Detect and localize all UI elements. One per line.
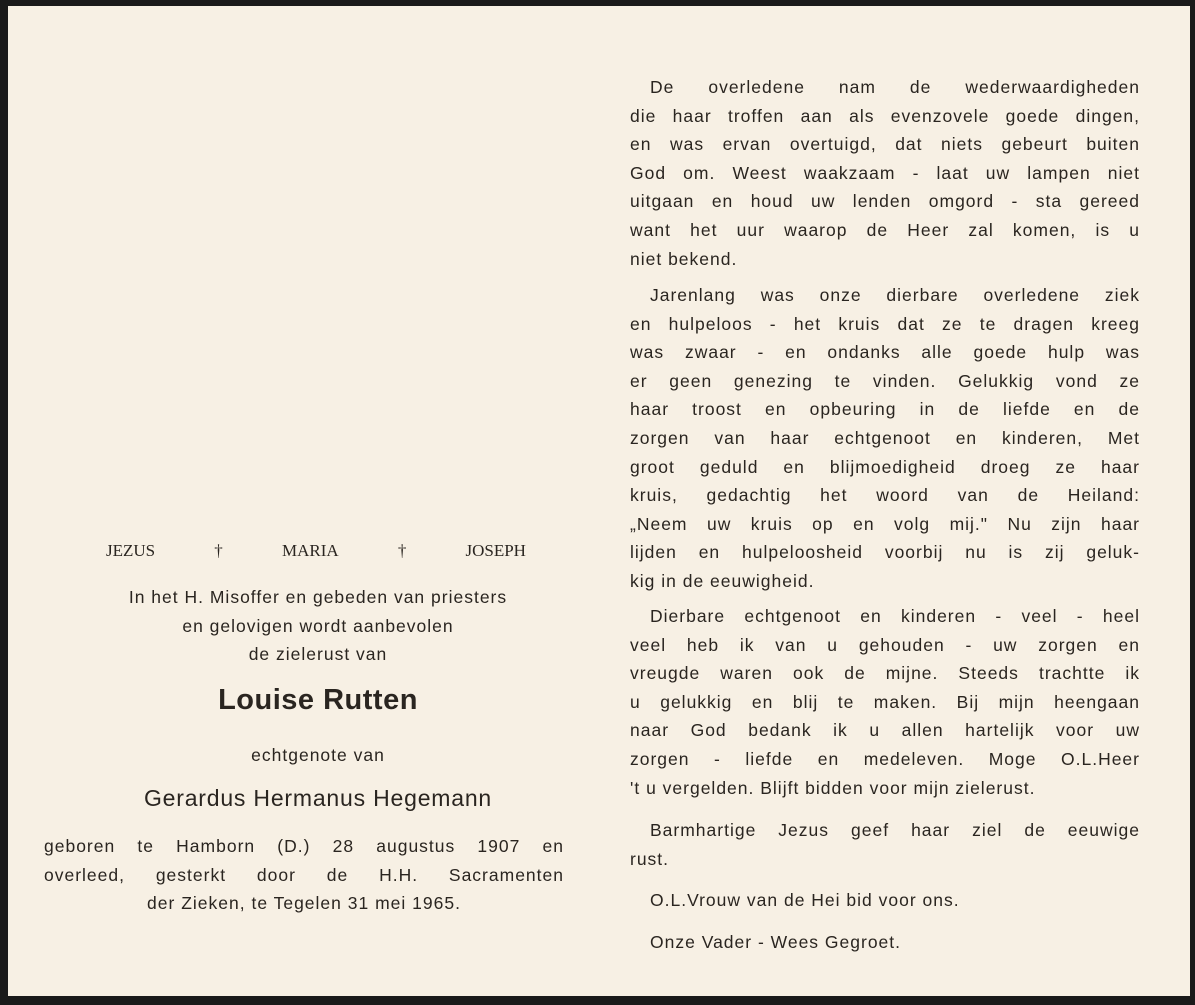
text-line: haar troost en opbeuring in de liefde en de	[630, 399, 1140, 420]
paragraph-1	[630, 73, 1140, 273]
details-line: geboren te Hamborn (D.) 28 augustus 1907 en	[44, 836, 564, 856]
spouse-name: Gerardus Hermanus Hegemann	[143, 785, 493, 811]
details-line: overleed, gesterkt door de H.H. Sacramenten	[44, 864, 564, 885]
invocation-joseph: JOSEPH	[465, 541, 526, 560]
text-line: rust.	[630, 848, 670, 869]
text-line: 't u vergelden. Blijft bidden voor mijn zielerust.	[630, 777, 1036, 798]
prayer-line: O.L.Vrouw van de Hei bid voor ons.	[650, 890, 960, 910]
text-line: die haar troffen aan als evenzovele goede dingen,	[630, 105, 1140, 126]
cross-icon: †	[397, 541, 407, 560]
memorial-card	[8, 6, 1190, 996]
text-line: uitgaan en houd uw lenden omgord - sta gereed	[630, 191, 1140, 212]
paragraph-4	[630, 816, 1140, 873]
invocation	[106, 541, 526, 561]
text-line: „Neem uw kruis op en volg mij." Nu zijn haar	[630, 513, 1140, 534]
spouse-label: echtgenote van	[251, 745, 385, 765]
cross-icon: †	[214, 541, 223, 560]
invocation-jezus: JEZUS	[106, 541, 156, 560]
text-line: vreugde waren ook de mijne. Steeds trachtte ik	[630, 663, 1140, 684]
paragraph-3	[630, 602, 1140, 802]
details-line: der Zieken, te Tegelen 31 mei 1965.	[147, 893, 461, 914]
intro-line: de zielerust van	[248, 644, 388, 665]
text-line: kig in de eeuwigheid.	[630, 570, 815, 591]
text-line: niet bekend.	[630, 248, 738, 269]
text-line: veel heb ik van u gehouden - uw zorgen en	[630, 634, 1140, 655]
invocation-maria: MARIA	[281, 541, 339, 560]
text-line: en was ervan overtuigd, dat niets gebeurt buiten	[630, 134, 1140, 155]
paragraph-2	[630, 281, 1140, 596]
text-line: u gelukkig en blij te maken. Bij mijn heengaan	[630, 691, 1140, 712]
text-line: zorgen van haar echtgenoot en kinderen, Met	[630, 427, 1140, 448]
text-line: was zwaar - en ondanks alle goede hulp was	[630, 342, 1140, 363]
text-line: lijden en hulpeloosheid voorbij nu is zij geluk-	[630, 542, 1140, 563]
text-line: kruis, gedachtig het woord van de Heiland:	[630, 485, 1140, 506]
text-line: er geen genezing te vinden. Gelukkig vond ze	[630, 370, 1140, 391]
prayer-line: Onze Vader - Wees Gegroet.	[650, 932, 902, 952]
intro	[38, 583, 598, 669]
text-line: want het uur waarop de Heer zal komen, is u	[630, 219, 1140, 240]
text-line: De overledene nam de wederwaardigheden	[650, 77, 1140, 97]
intro-line: In het H. Misoffer en gebeden van priesters	[128, 587, 508, 607]
text-line: en hulpeloos - het kruis dat ze te dragen kreeg	[630, 313, 1140, 334]
text-line: naar God bedank ik u allen hartelijk voor uw	[630, 720, 1140, 741]
intro-line: en gelovigen wordt aanbevolen	[182, 615, 454, 636]
text-line: zorgen - liefde en medeleven. Moge O.L.Heer	[630, 748, 1140, 769]
text-line: God om. Weest waakzaam - laat uw lampen niet	[630, 162, 1140, 183]
deceased-name: Louise Rutten	[218, 684, 418, 716]
text-line: Dierbare echtgenoot en kinderen - veel - heel	[650, 606, 1140, 626]
text-line: Barmhartige Jezus geef haar ziel de eeuwige	[650, 820, 1140, 840]
text-line: Jarenlang was onze dierbare overledene ziek	[650, 285, 1140, 305]
text-line: groot geduld en blijmoedigheid droeg ze haar	[630, 456, 1140, 477]
details	[44, 832, 564, 918]
